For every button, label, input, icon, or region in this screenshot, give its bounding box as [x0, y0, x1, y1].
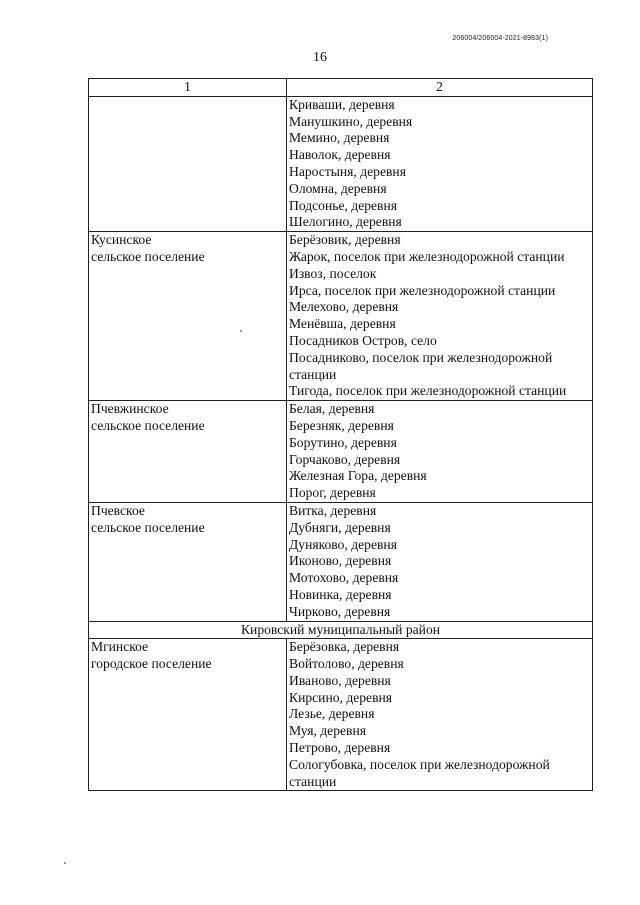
table-row — [89, 502, 593, 621]
municipality-type: сельское поселение — [91, 519, 205, 535]
table-row — [89, 401, 593, 503]
list-item: Иконово, деревня — [289, 553, 392, 569]
list-item: Новинка, деревня — [289, 586, 392, 602]
document-id: 206004/206004-2021-8983(1) — [452, 35, 548, 42]
column-header-1: 1 — [89, 79, 287, 97]
list-item: Манушкино, деревня — [289, 113, 413, 129]
table-row — [89, 639, 593, 791]
settlements-cell — [287, 502, 593, 621]
municipality-name: Мгинское — [91, 639, 149, 655]
municipality-name: Пчевжинское — [91, 401, 169, 417]
municipality-type: городское поселение — [91, 656, 212, 672]
settlements-cell — [287, 232, 593, 401]
list-item: Мотохово, деревня — [289, 570, 399, 586]
list-item: Жарок, поселок при железнодорожной станции — [289, 248, 565, 264]
list-item: Мелехово, деревня — [289, 299, 399, 315]
list-item: Березняк, деревня — [289, 417, 394, 433]
list-item: Мемино, деревня — [289, 130, 390, 146]
list-item: Оломна, деревня — [289, 180, 387, 196]
municipality-name: Пчевское — [91, 502, 145, 518]
list-item: Берёзовка, деревня — [289, 639, 400, 655]
table-header-row — [89, 79, 593, 97]
list-item: Криваши, деревня — [289, 96, 395, 112]
list-item: Дуняково, деревня — [289, 536, 397, 552]
list-item: Кирсино, деревня — [289, 689, 393, 705]
municipality-name: Кусинское — [91, 232, 152, 248]
settlements-table — [88, 78, 593, 791]
municipality-cell-empty — [89, 96, 287, 231]
list-item: Горчаково, деревня — [289, 451, 401, 467]
municipality-cell — [89, 232, 287, 401]
table-row — [89, 232, 593, 401]
list-item: Железная Гора, деревня — [289, 468, 427, 484]
municipality-cell — [89, 639, 287, 791]
settlements-cell — [287, 639, 593, 791]
list-item: Подсонье, деревня — [289, 197, 397, 213]
settlements-cell — [287, 96, 593, 231]
list-item: Тигода, поселок при железнодорожной станции — [289, 383, 567, 399]
municipality-type: сельское поселение — [91, 417, 205, 433]
list-item: Менёвша, деревня — [289, 316, 396, 332]
municipality-type: сельское поселение — [91, 248, 205, 264]
list-item: Войтолово, деревня — [289, 656, 404, 672]
list-item: Борутино, деревня — [289, 434, 397, 450]
section-title: Кировский муниципальный район — [89, 621, 593, 639]
list-item: Извоз, поселок — [289, 265, 377, 281]
list-item: Лезье, деревня — [289, 706, 375, 722]
page-number: 16 — [313, 50, 327, 65]
settlements-cell — [287, 401, 593, 503]
list-item: Белая, деревня — [289, 401, 375, 417]
list-item: Чирково, деревня — [289, 603, 391, 619]
list-item: Берёзовик, деревня — [289, 232, 401, 248]
table-row — [89, 96, 593, 231]
list-item: Посадников Остров, село — [289, 332, 437, 348]
list-item: Наростыня, деревня — [289, 163, 406, 179]
municipality-cell — [89, 401, 287, 503]
section-row — [89, 621, 593, 639]
municipality-cell — [89, 502, 287, 621]
scan-speck — [240, 330, 242, 332]
list-item: Порог, деревня — [289, 485, 376, 501]
list-item: Витка, деревня — [289, 502, 377, 518]
list-item: Сологубовка, поселок при железнодорожной станции — [289, 756, 550, 789]
scan-speck — [64, 862, 66, 864]
list-item: Шелогино, деревня — [289, 214, 402, 230]
list-item: Иваново, деревня — [289, 672, 391, 688]
list-item: Петрово, деревня — [289, 740, 391, 756]
list-item: Дубняги, деревня — [289, 519, 391, 535]
list-item: Наволок, деревня — [289, 147, 391, 163]
column-header-2: 2 — [287, 79, 593, 97]
list-item: Муя, деревня — [289, 723, 366, 739]
list-item: Ирса, поселок при железнодорожной станции — [289, 282, 556, 298]
list-item: Посадниково, поселок при железнодорожной станции — [289, 349, 553, 382]
